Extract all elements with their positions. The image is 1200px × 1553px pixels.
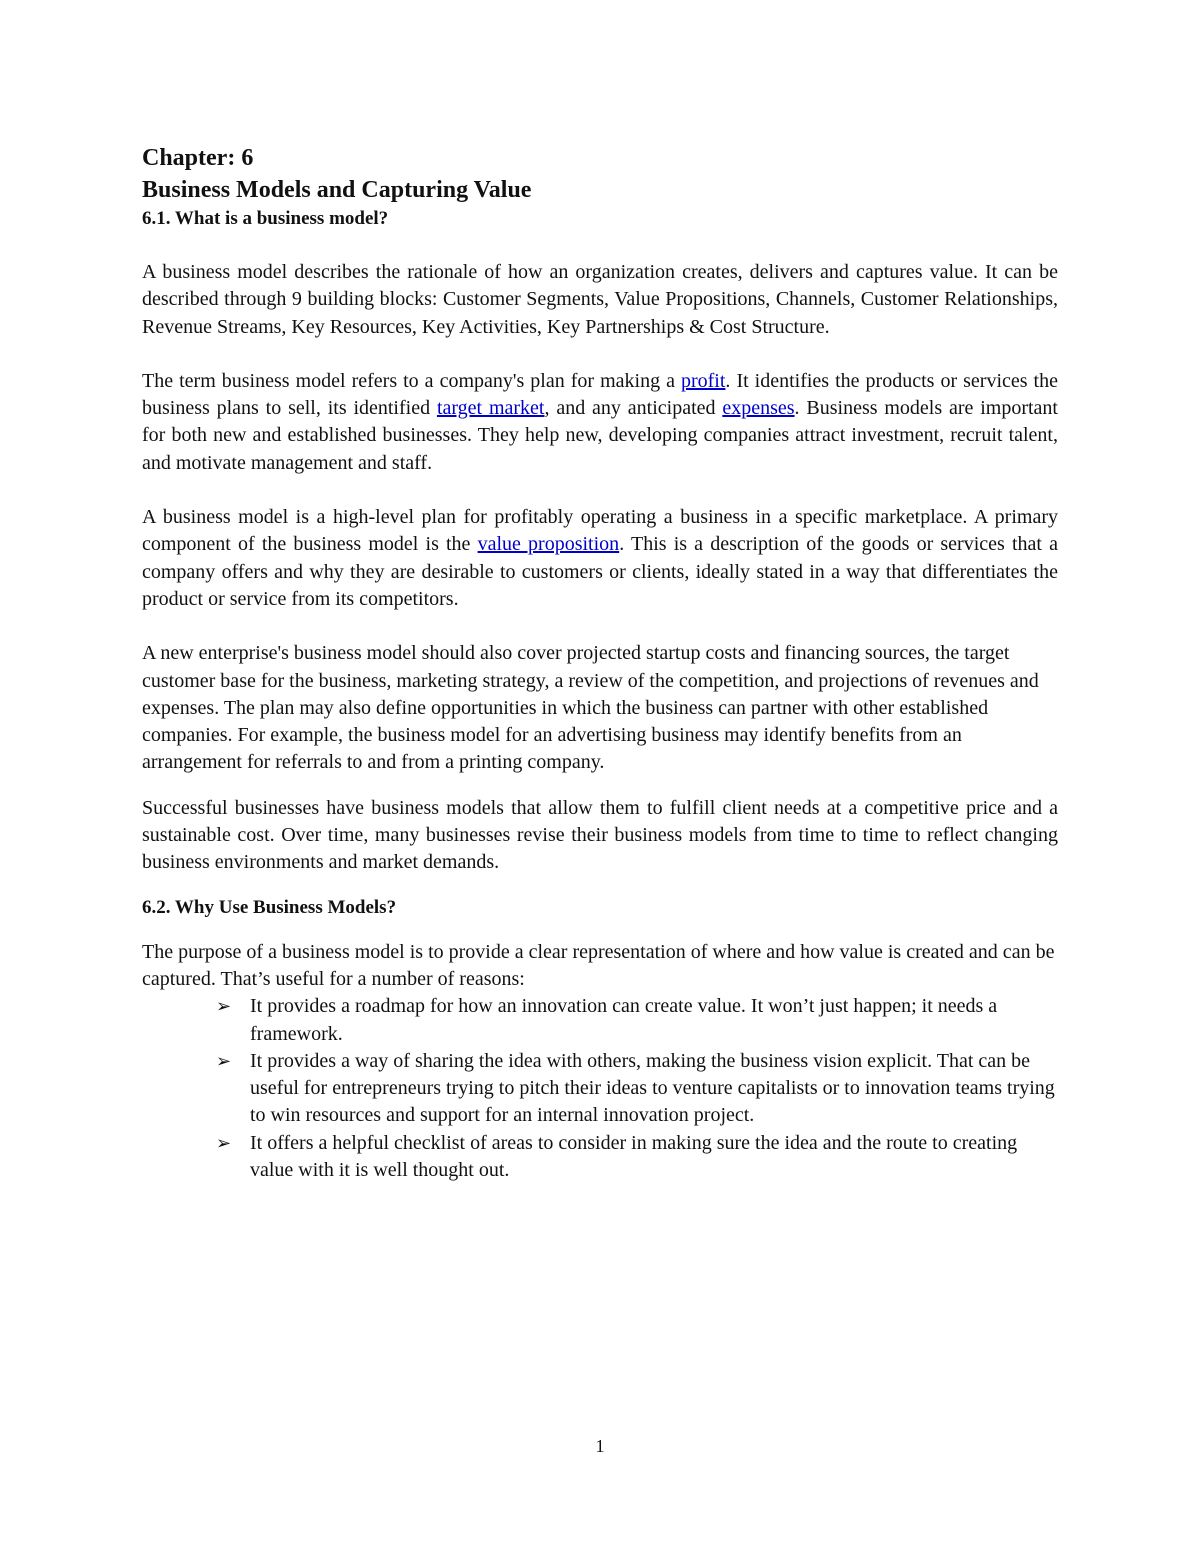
text-run: . This is a description of the goods or services that a company offers and why they are desirable to customers or clients, ideally stated in a way that differentiates the product or service from its competitors. [142, 533, 1058, 610]
arrow-bullet-icon: ➢ [216, 996, 232, 1018]
reasons-list [142, 993, 1058, 1184]
paragraph-high-level-plan [142, 504, 1058, 613]
link-expenses[interactable]: expenses [722, 397, 795, 420]
arrow-bullet-icon: ➢ [216, 1132, 232, 1154]
paragraph-successful-businesses: Successful businesses have business models that allow them to fulfill client needs at a competitive price and a sustainable cost. Over time, many businesses revise their business models from time to time to reflect changing business environments and market demands. [142, 796, 1058, 874]
arrow-bullet-icon: ➢ [216, 1050, 232, 1072]
list-item [216, 993, 1058, 1048]
paragraph-definition: A business model describes the rationale of how an organization creates, delivers and captures value. It can be described through 9 building blocks: Customer Segments, Value Propositions, Channels, Customer Relationships, Revenue Streams, Key Resources, Key Activities, Key Partnerships & Cost Structure. [142, 261, 1058, 338]
link-profit[interactable]: profit [680, 369, 726, 392]
list-item-text: It offers a helpful checklist of areas to consider in making sure the idea and the route to creating value with it is well thought out. [250, 1131, 1018, 1182]
list-item-text: It provides a roadmap for how an innovation can create value. It won’t just happen; it needs a framework. [250, 995, 998, 1045]
section-heading-6-1: 6.1. What is a business model? [142, 208, 389, 229]
chapter-title: Business Models and Capturing Value [142, 177, 532, 203]
text-run: . Business models are important for both new and established businesses. They help new, developing companies attract investment, recruit talent, and motivate management and staff. [142, 397, 1058, 474]
link-target-market[interactable]: target market [436, 397, 545, 420]
link-value-proposition[interactable]: value proposition [477, 533, 620, 556]
paragraph-purpose: The purpose of a business model is to provide a clear representation of where and how value is created and can be captured. That’s useful for a number of reasons: [142, 940, 1055, 990]
text-run: , and any anticipated [544, 397, 723, 420]
paragraph-term [142, 368, 1058, 477]
text-run: A business model is a high-level plan for profitably operating a business in a specific marketplace. A primary component of the business model is the [142, 506, 1058, 556]
text-run: The term business model refers to a company's plan for making a [142, 369, 681, 392]
paragraph-new-enterprise: A new enterprise's business model should also cover projected startup costs and financing sources, the target customer base for the business, marketing strategy, a review of the competition, and projections of revenues and expenses. The plan may also define opportunities in which the business can partner with other established companies. For example, the business model for an advertising business may identify benefits from an arrangement for referrals to and from a printing company. [142, 642, 1039, 774]
section-heading-6-2: 6.2. Why Use Business Models? [142, 896, 397, 918]
list-item [216, 1048, 1058, 1130]
list-item [216, 1130, 1058, 1185]
list-item-text: It provides a way of sharing the idea with others, making the business vision explicit. That can be useful for entrepreneurs trying to pitch their ideas to venture capitalists or to innovation teams trying to win resources and support for an internal innovation project. [250, 1049, 1055, 1127]
chapter-label: Chapter: 6 [142, 145, 254, 171]
page-number: 1 [595, 1436, 605, 1456]
text-run: . It identifies the products or services the business plans to sell, its identified [142, 369, 1058, 420]
page-content [142, 142, 1058, 1184]
